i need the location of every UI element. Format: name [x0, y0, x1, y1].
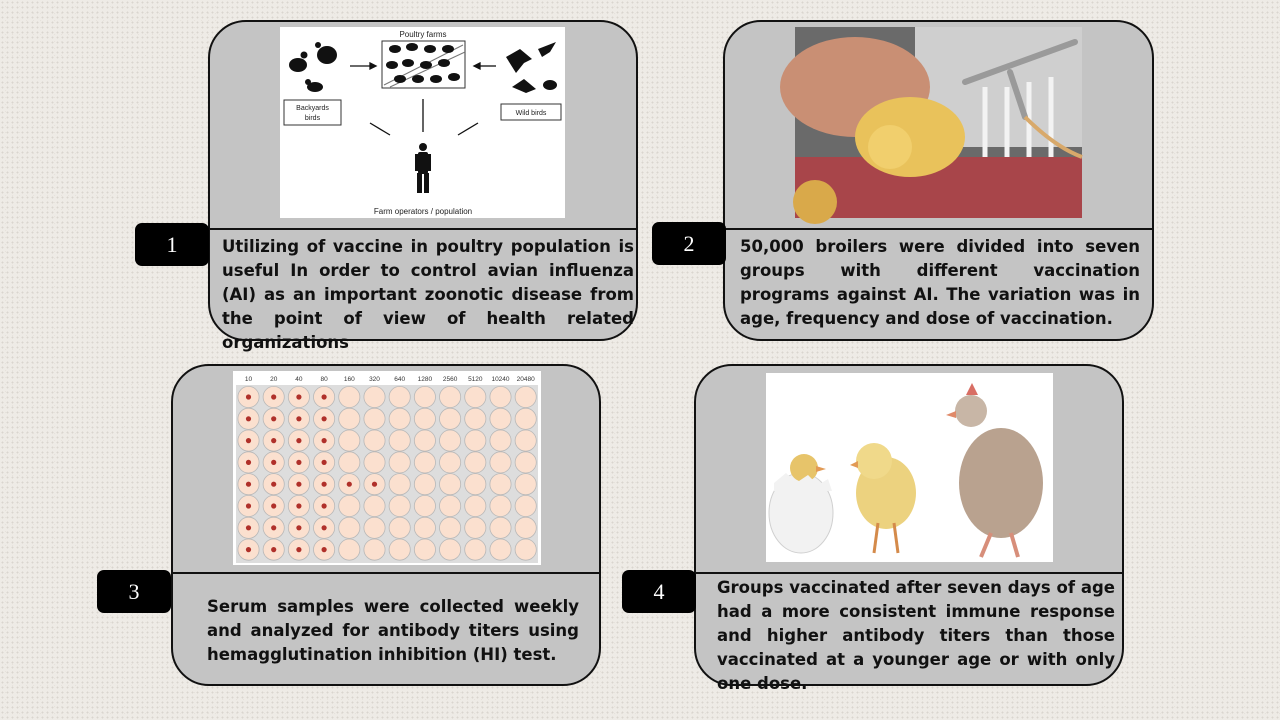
agglutination-dot [271, 438, 276, 443]
plate-well [339, 539, 360, 560]
dilution-label: 10240 [491, 376, 510, 383]
agglutination-dot [271, 416, 276, 421]
plate-well [364, 408, 385, 429]
agglutination-dot [296, 503, 301, 508]
plate-well [465, 539, 486, 560]
plate-well [339, 408, 360, 429]
plate-well [414, 408, 435, 429]
panel-4-text: Groups vaccinated after seven days of age had a more consistent immune response and higher antibody titers than those vaccinated at a younger age or with only one dose. [717, 578, 1115, 693]
dilution-label: 320 [369, 376, 380, 383]
plate-well [414, 386, 435, 407]
plate-well [414, 539, 435, 560]
panel-4 [694, 364, 1124, 693]
plate-well [414, 452, 435, 473]
dilution-label: 20480 [516, 376, 535, 383]
panel-2 [723, 20, 1154, 341]
agglutination-dot [271, 460, 276, 465]
plate-well [389, 408, 410, 429]
plate-well [364, 517, 385, 538]
dilution-label: 2560 [442, 376, 458, 383]
agglutination-dot [271, 503, 276, 508]
agglutination-dot [322, 482, 327, 487]
agglutination-dot [322, 547, 327, 552]
agglutination-dot [322, 438, 327, 443]
plate-well [364, 495, 385, 516]
panel-2-text: 50,000 broilers were divided into seven groups with different vaccination programs against AI. The variation was in age, frequency and dose of vaccination. [740, 237, 1140, 328]
agglutination-dot [322, 525, 327, 530]
plate-well [339, 430, 360, 451]
plate-well [490, 539, 511, 560]
agglutination-dot [246, 394, 251, 399]
plate-well [490, 474, 511, 495]
panel-3-divider [173, 572, 599, 574]
agglutination-dot [271, 547, 276, 552]
backyard-birds-icons [289, 42, 337, 92]
plate-well [490, 452, 511, 473]
plate-well [515, 474, 536, 495]
agglutination-dot [347, 482, 352, 487]
dilution-label: 10 [244, 376, 253, 383]
svg-text:birds: birds [304, 115, 321, 122]
agglutination-dot [246, 547, 251, 552]
plate-well [389, 386, 410, 407]
plate-well [490, 495, 511, 516]
agglutination-dot [246, 460, 251, 465]
plate-well [339, 495, 360, 516]
plate-well [440, 386, 461, 407]
agglutination-dot [296, 394, 301, 399]
plate-well [414, 474, 435, 495]
plate-well [364, 430, 385, 451]
plate-well [440, 495, 461, 516]
plate-well [465, 474, 486, 495]
plate-well [389, 495, 410, 516]
plate-well [440, 517, 461, 538]
dilution-label: 160 [343, 376, 355, 383]
panel-1 [208, 20, 638, 352]
panel-1-text: Utilizing of vaccine in poultry population is useful In order to control avian influenza (AI) as an important zoonotic disease from the point of view of health related organizations [222, 237, 634, 352]
agglutination-dot [246, 482, 251, 487]
plate-well [465, 430, 486, 451]
plate-well [465, 452, 486, 473]
agglutination-dot [246, 525, 251, 530]
plate-well [515, 539, 536, 560]
agglutination-dot [322, 416, 327, 421]
dilution-label: 5120 [468, 376, 483, 383]
agglutination-dot [372, 482, 377, 487]
step-badge-4: 4 [622, 570, 696, 613]
plate-well [490, 386, 511, 407]
plate-well [515, 495, 536, 516]
plate-well [339, 386, 360, 407]
transmission-diagram [280, 27, 565, 218]
plate-well [465, 495, 486, 516]
plate-well [364, 452, 385, 473]
plate-well [440, 474, 461, 495]
plate-well [515, 452, 536, 473]
plate-well [515, 517, 536, 538]
step-badge-3: 3 [97, 570, 171, 613]
agglutination-dot [296, 482, 301, 487]
chick-growth-photo [766, 373, 1053, 562]
plate-well [465, 408, 486, 429]
agglutination-dot [296, 547, 301, 552]
plate-well [440, 408, 461, 429]
plate-well [414, 517, 435, 538]
agglutination-dot [296, 438, 301, 443]
panel-3-text: Serum samples were collected weekly and analyzed for antibody titers using hemagglutination inhibition (HI) test. [207, 597, 579, 664]
panel-3 [171, 364, 601, 686]
plate-well [490, 430, 511, 451]
agglutination-dot [271, 394, 276, 399]
poultry-farms-label: Poultry farms [399, 30, 447, 39]
plate-well [389, 539, 410, 560]
plate-well [515, 386, 536, 407]
svg-text:Wild birds: Wild birds [515, 110, 547, 117]
plate-well [490, 517, 511, 538]
plate-well [389, 430, 410, 451]
step-badge-1: 1 [135, 223, 209, 266]
plate-well [515, 430, 536, 451]
dilution-label: 640 [394, 376, 406, 383]
agglutination-dot [246, 416, 251, 421]
plate-well [440, 452, 461, 473]
hi-test-plate [233, 371, 541, 565]
plate-well [364, 386, 385, 407]
plate-well [389, 452, 410, 473]
agglutination-dot [271, 482, 276, 487]
agglutination-dot [322, 503, 327, 508]
dilution-label: 1280 [417, 376, 433, 383]
vaccination-photo [795, 27, 1082, 218]
svg-text:Backyards: Backyards [296, 105, 329, 112]
plate-well [440, 430, 461, 451]
agglutination-dot [296, 416, 301, 421]
plate-well [440, 539, 461, 560]
agglutination-dot [246, 503, 251, 508]
plate-well [465, 517, 486, 538]
plate-well [414, 430, 435, 451]
plate-well [515, 408, 536, 429]
panel-1-divider [210, 228, 636, 230]
panel-2-divider [725, 228, 1152, 230]
agglutination-dot [271, 525, 276, 530]
plate-well [364, 539, 385, 560]
agglutination-dot [322, 394, 327, 399]
agglutination-dot [246, 438, 251, 443]
farm-operators-label: Farm operators / population [373, 207, 473, 216]
plate-well [389, 474, 410, 495]
plate-well [339, 517, 360, 538]
wild-birds-icons [506, 42, 557, 93]
agglutination-dot [296, 460, 301, 465]
dilution-label: 40 [295, 376, 303, 383]
plate-well [339, 452, 360, 473]
plate-well [389, 517, 410, 538]
farm-operator-icon [415, 143, 431, 193]
plate-well [414, 495, 435, 516]
dilution-label: 80 [320, 376, 328, 383]
agglutination-dot [296, 525, 301, 530]
panel-4-divider [696, 572, 1122, 574]
plate-well [490, 408, 511, 429]
dilution-label: 20 [270, 376, 278, 383]
agglutination-dot [322, 460, 327, 465]
plate-well [465, 386, 486, 407]
step-badge-2: 2 [652, 222, 726, 265]
